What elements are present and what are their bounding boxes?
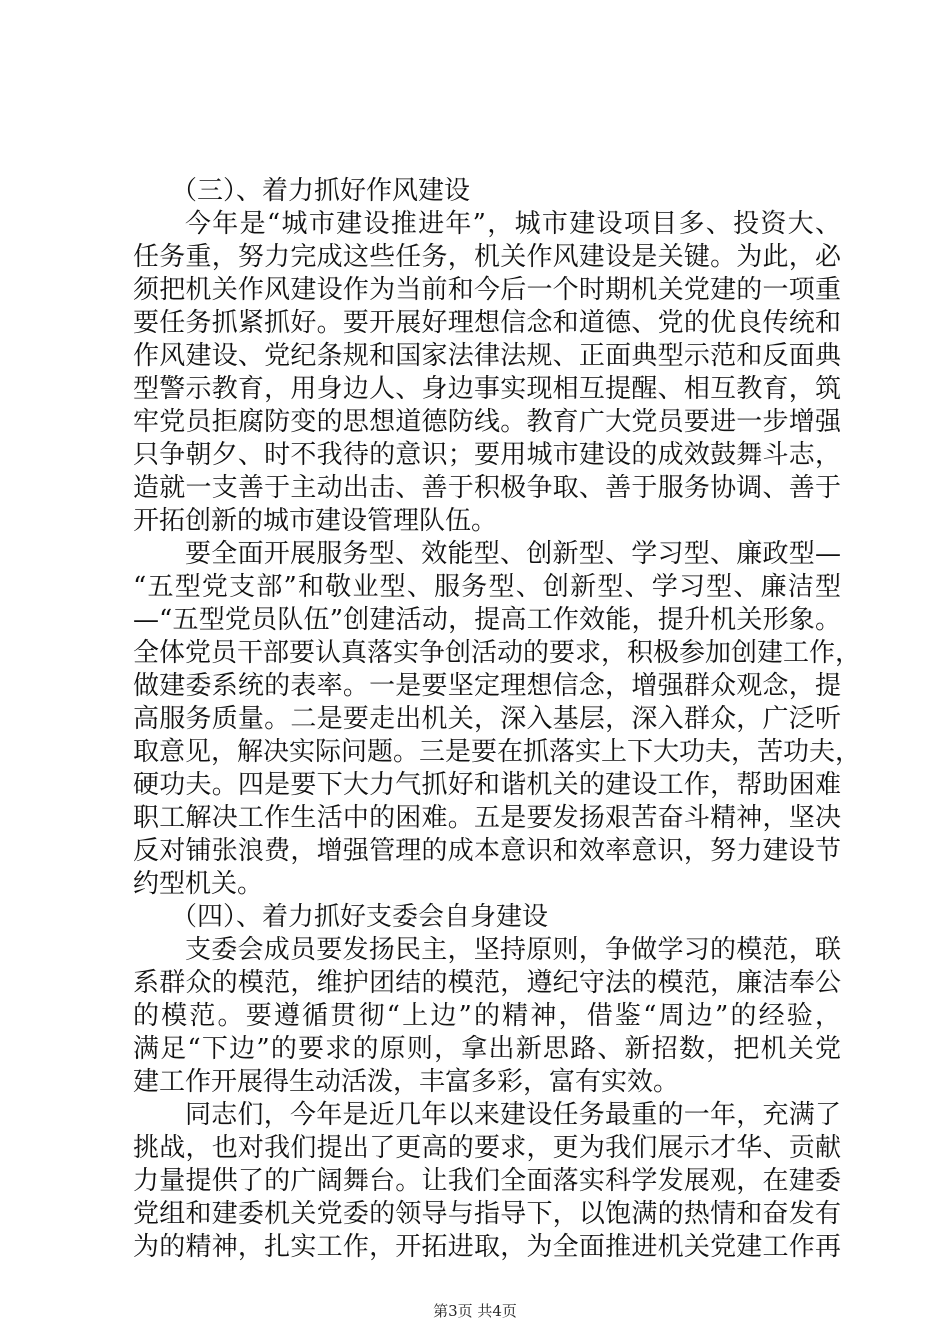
paragraph-line: 取意见，解决实际问题。三是要在抓落实上下大功夫，苦功夫， bbox=[133, 737, 862, 767]
paragraph-line: 牢党员拒腐防变的思想道德防线。教育广大党员要进一步增强 bbox=[133, 407, 841, 437]
paragraph-line: 开拓创新的城市建设管理队伍。 bbox=[133, 506, 498, 536]
paragraph-line: 做建委系统的表率。一是要坚定理想信念，增强群众观念，提 bbox=[133, 671, 841, 701]
paragraph-line: 党组和建委机关党委的领导与指导下，以饱满的热情和奋发有 bbox=[133, 1199, 841, 1229]
paragraph-line: 挑战，也对我们提出了更高的要求，更为我们展示才华、贡献 bbox=[133, 1133, 841, 1163]
paragraph-line: 要任务抓紧抓好。要开展好理想信念和道德、党的优良传统和 bbox=[133, 308, 841, 338]
paragraph-line: 任务重，努力完成这些任务，机关作风建设是关键。为此，必 bbox=[133, 242, 841, 272]
paragraph-line: 今年是“城市建设推进年”，城市建设项目多、投资大、 bbox=[185, 209, 841, 239]
paragraph-line: 职工解决工作生活中的困难。五是要发扬艰苦奋斗精神，坚决 bbox=[133, 803, 841, 833]
paragraph-line: 建工作开展得生动活泼，丰富多彩，富有实效。 bbox=[133, 1067, 680, 1097]
paragraph-line: 硬功夫。四是要下大力气抓好和谐机关的建设工作，帮助困难 bbox=[133, 770, 841, 800]
page-footer: 第3页 共4页 bbox=[433, 1302, 517, 1320]
paragraph-line: 要全面开展服务型、效能型、创新型、学习型、廉政型— bbox=[185, 539, 841, 569]
paragraph-line: 力量提供了的广阔舞台。让我们全面落实科学发展观，在建委 bbox=[133, 1166, 841, 1196]
paragraph-line: 满足“下边”的要求的原则，拿出新思路、新招数，把机关党 bbox=[133, 1034, 841, 1064]
paragraph-line: 造就一支善于主动出击、善于积极争取、善于服务协调、善于 bbox=[133, 473, 841, 503]
section-heading: （三）、着力抓好作风建设 bbox=[171, 176, 471, 206]
paragraph-line: 反对铺张浪费，增强管理的成本意识和效率意识，努力建设节 bbox=[133, 836, 841, 866]
paragraph-line: 同志们，今年是近几年以来建设任务最重的一年，充满了 bbox=[185, 1100, 841, 1130]
paragraph-line: 约型机关。 bbox=[133, 869, 264, 899]
section-heading: （四）、着力抓好支委会自身建设 bbox=[171, 902, 549, 932]
paragraph-line: 的模范。要遵循贯彻“上边”的精神，借鉴“周边”的经验， bbox=[133, 1001, 841, 1031]
paragraph-line: 为的精神，扎实工作，开拓进取，为全面推进机关党建工作再 bbox=[133, 1232, 841, 1262]
paragraph-line: 系群众的模范，维护团结的模范，遵纪守法的模范，廉洁奉公 bbox=[133, 968, 841, 998]
paragraph-line: 作风建设、党纪条规和国家法律法规、正面典型示范和反面典 bbox=[133, 341, 841, 371]
paragraph-line: 须把机关作风建设作为当前和今后一个时期机关党建的一项重 bbox=[133, 275, 841, 305]
paragraph-line: 高服务质量。二是要走出机关，深入基层，深入群众，广泛听 bbox=[133, 704, 841, 734]
paragraph-line: “五型党支部”和敬业型、服务型、创新型、学习型、廉洁型 bbox=[133, 572, 841, 602]
paragraph-line: —“五型党员队伍”创建活动，提高工作效能，提升机关形象。 bbox=[133, 605, 841, 635]
paragraph-line: 只争朝夕、时不我待的意识；要用城市建设的成效鼓舞斗志， bbox=[133, 440, 841, 470]
document-body bbox=[133, 175, 862, 1264]
paragraph-line: 型警示教育，用身边人、身边事实现相互提醒、相互教育，筑 bbox=[133, 374, 841, 404]
paragraph-line: 全体党员干部要认真落实争创活动的要求，积极参加创建工作， bbox=[133, 638, 862, 668]
paragraph-line: 支委会成员要发扬民主，坚持原则，争做学习的模范，联 bbox=[185, 935, 841, 965]
